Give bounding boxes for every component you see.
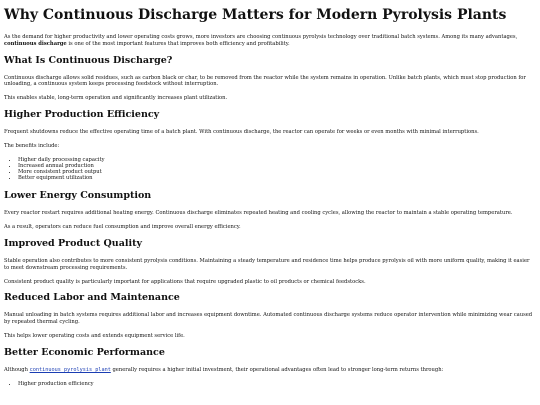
list-item: • Increased annual production: [18, 163, 536, 169]
intro-text-start: As the demand for higher productivity and lower operating costs grows, more investors are choosing continuous pyrolysis technology over traditional batch systems. Among its many advantages,: [4, 34, 518, 40]
section-efficiency-paragraph-2: The benefits include:: [4, 142, 60, 149]
section-labor-paragraph-2: This helps lower operating costs and extends equipment service life.: [4, 332, 185, 339]
section-heading-economic: Better Economic Performance: [4, 346, 165, 358]
intro-bold-term: continuous discharge: [4, 40, 67, 47]
page-title: Why Continuous Discharge Matters for Modern Pyrolysis Plants: [4, 7, 507, 23]
list-item: • More consistent product output: [18, 169, 536, 175]
section-quality-paragraph-2: Consistent product quality is particularly important for applications that require upgraded plastic to oil products or chemical feedstocks.: [4, 278, 366, 285]
section-what-is-paragraph-2: This enables stable, long-term operation and significantly increases plant utilization.: [4, 95, 228, 102]
returns-list: [4, 381, 536, 387]
section-efficiency-paragraph-1: Frequent shutdowns reduce the effective operating time of a batch plant. With continuous discharge, the reactor can operate for weeks or even months with minimal interruptions.: [4, 128, 479, 135]
section-heading-labor: Reduced Labor and Maintenance: [4, 292, 180, 304]
section-heading-energy: Lower Energy Consumption: [4, 190, 152, 202]
section-heading-efficiency: Higher Production Efficiency: [4, 108, 160, 120]
section-quality-paragraph-1: Stable operation also contributes to more consistent pyrolysis conditions. Maintaining a steady temperature and residence time helps produce pyrolysis oil with more uniform quality, making it easier to meet downstream processing requirements.: [4, 257, 530, 271]
section-labor-paragraph-1: Manual unloading in batch systems requires additional labor and increases equipment downtime. Automated continuous discharge systems reduce operator intervention while minimizing wear caused by repeated thermal cycling.: [4, 312, 533, 326]
section-heading-quality: Improved Product Quality: [4, 237, 142, 249]
section-what-is-paragraph-1: Continuous discharge allows solid residues, such as carbon black or char, to be removed from the reactor while the system remains in operation. Unlike batch plants, which must stop production for unloading, a continuous system keeps processing feedstock without interruption.: [4, 74, 526, 88]
economic-text-start: Although: [4, 366, 30, 373]
continuous-pyrolysis-plant-link[interactable]: continuous pyrolysis plant: [29, 366, 111, 373]
economic-text-end: generally requires a higher initial investment, their operational advantages often lead to stronger long-term returns through:: [110, 366, 444, 373]
section-economic-paragraph-1: [4, 367, 536, 374]
section-energy-paragraph-1: Every reactor restart requires additional heating energy. Continuous discharge eliminates repeated heating and cooling cycles, allowing the reactor to maintain a stable operating temperature.: [4, 210, 513, 217]
list-item: • Higher production efficiency: [18, 381, 536, 387]
benefits-list: [4, 157, 536, 182]
intro-paragraph: [4, 34, 536, 48]
list-item: • Higher daily processing capacity: [18, 157, 536, 163]
section-heading-what-is: What Is Continuous Discharge?: [4, 54, 173, 66]
section-energy-paragraph-2: As a result, operators can reduce fuel consumption and improve overall energy efficiency.: [4, 224, 241, 231]
intro-text-end: is one of the most important features that improves both efficiency and profitability.: [66, 40, 290, 47]
list-item: • Better equipment utilization: [18, 175, 536, 181]
